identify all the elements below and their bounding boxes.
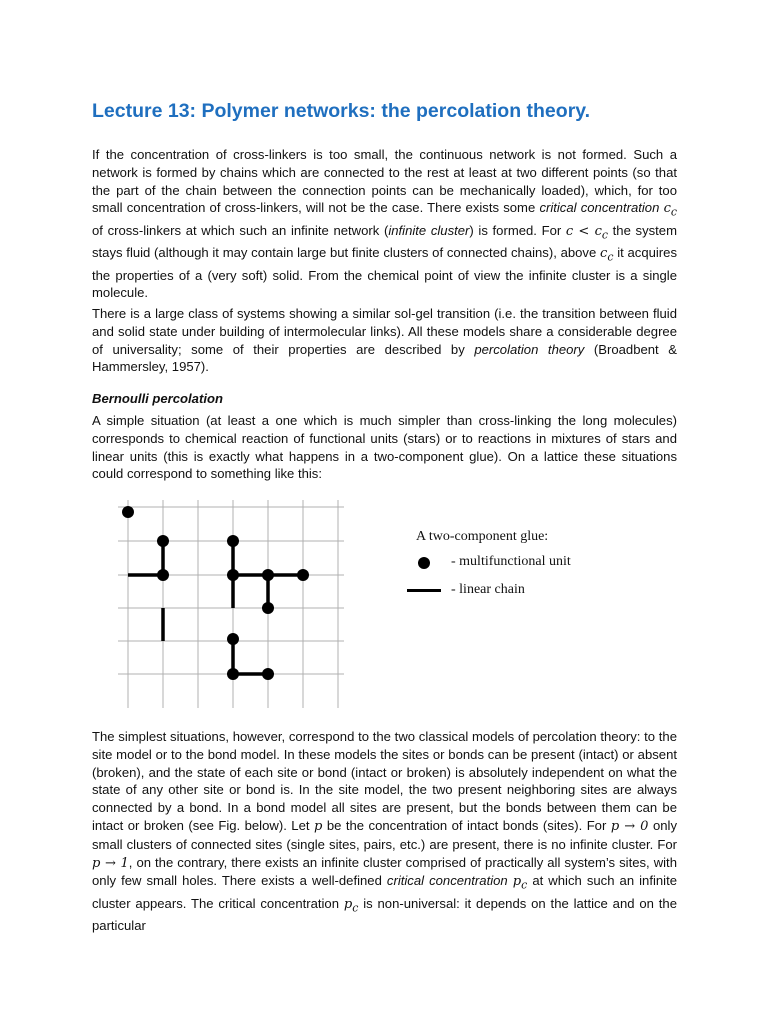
- section-heading: Bernoulli percolation: [92, 391, 223, 406]
- paragraph-1: [92, 146, 677, 302]
- legend-label: - linear chain: [451, 582, 525, 597]
- text-run: at which such an infinite cluster appears. The critical concentration: [92, 873, 678, 911]
- multifunctional-units: [122, 506, 309, 680]
- text-run: is non-universal: it depends on the lattice and on the particular: [92, 895, 677, 934]
- text-run: There is a large class of systems showing a similar sol-gel transition (i.e. the transition between fluid and solid state under building of intermolecular links). All these models share a considerable degree of universality; some of their properties are described by: [92, 306, 677, 357]
- unit-dot: [227, 668, 239, 680]
- unit-dot: [157, 569, 169, 581]
- emphasis-term: critical concentration: [386, 873, 508, 889]
- legend-title: A two-component glue:: [416, 529, 549, 544]
- unit-dot: [227, 633, 239, 645]
- lattice-figure: [112, 500, 432, 715]
- text-run: only small clusters of connected sites (single sites, pairs, etc.) are present, there is no infinite cluster. For: [92, 817, 677, 852]
- page-title: Lecture 13: Polymer networks: the percolation theory.: [92, 100, 591, 122]
- text-run: (Broadbent & Hammersley, 1957).: [92, 341, 677, 375]
- unit-dot: [227, 569, 239, 581]
- unit-dot: [262, 668, 274, 680]
- emphasis-term: percolation theory: [474, 341, 585, 357]
- math-pc: $p_c$: [512, 874, 528, 892]
- unit-dot: [262, 569, 274, 581]
- text-run: If the concentration of cross-linkers is too small, the continuous network is not formed. Such a network is formed by chains which are connected to the rest at least at two different points (so that the part of the chain between the connection points can be mechanically loaded), which, for too small concentration of cross-linkers, will not be the case. There exists some: [92, 147, 677, 216]
- unit-dot: [297, 569, 309, 581]
- text-run: the system stays fluid (although it may contain large but finite clusters of connected chains), above: [92, 222, 677, 261]
- unit-dot: [157, 535, 169, 547]
- text-run: ) is formed. For: [469, 222, 566, 238]
- legend-item-unit: [405, 554, 645, 572]
- text-run: The simplest situations, however, correspond to the two classical models of percolation theory: to the site model or to the bond model. In these models the sites or bonds can be present (intact) or absent (broken), and the state of each site or bond (intact or broken) is absolutely independent on what the state of any other site or bond is. In the site model, the two present neighboring sites are always connected by a bond. In a bond model all sites are present, but the bonds between them can be intact or broken (see Fig. below). Let: [92, 729, 677, 833]
- emphasis-term: critical concentration: [539, 200, 660, 216]
- math-p-to-1: p → 1: [92, 855, 129, 871]
- math-cc: $c_c$: [663, 201, 678, 219]
- paragraph-2: [92, 305, 677, 376]
- text-run: it acquires the properties of a (very soft) solid. From the chemical point of view the infinite cluster is a single molecule.: [92, 245, 677, 301]
- thick-line-icon: [405, 582, 445, 600]
- math-pc: $p_c$: [343, 896, 359, 915]
- legend-item-chain: [405, 582, 645, 600]
- paragraph-3: A simple situation (at least a one which is much simpler than cross-linking the long molecules) corresponds to chemical reaction of functional units (stars) or to reactions in mixtures of stars and linear units (this is exactly what happens in a two-component glue). On a lattice these situations could correspond to something like this:: [92, 413, 677, 482]
- unit-dot: [227, 535, 239, 547]
- math-cc: $c_c$: [600, 246, 614, 264]
- text-run: be the concentration of intact bonds (sites). For: [322, 817, 611, 833]
- unit-dot: [122, 506, 134, 518]
- unit-dot: [262, 602, 274, 614]
- legend-label: - multifunctional unit: [451, 554, 571, 569]
- text-run: , on the contrary, there exists an infinite cluster comprised of practically all system’s sites, with only few small holes. There exists a well-defined: [92, 854, 677, 889]
- math-inequality: $c < c_c$: [565, 223, 609, 242]
- filled-circle-icon: [405, 554, 445, 572]
- emphasis-term: infinite cluster: [388, 222, 470, 238]
- math-p: p: [313, 818, 323, 834]
- text-run: of cross-linkers at which such an infinite network (: [92, 222, 389, 238]
- paragraph-4: [92, 728, 677, 935]
- math-p-to-0: p → 0: [610, 818, 649, 834]
